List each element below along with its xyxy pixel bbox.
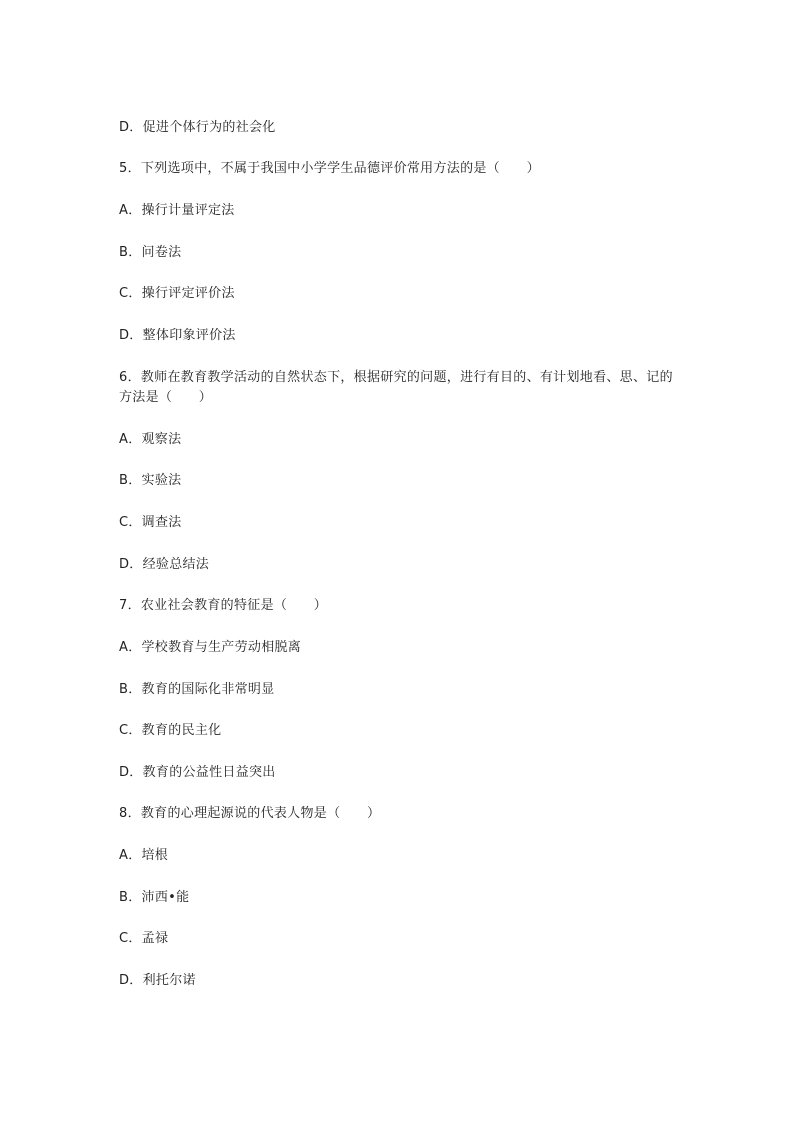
option-6d: D．经验总结法	[119, 557, 210, 572]
option-6c: C．调查法	[119, 515, 182, 530]
question-6: 6．教师在教育教学活动的自然状态下，根据研究的问题，进行有目的、有计划地看、思、记的方法是（ ）	[119, 370, 673, 405]
option-8a: A．培根	[119, 848, 169, 863]
option-8c: C．孟禄	[119, 931, 169, 946]
option-5b: B．问卷法	[119, 245, 182, 260]
option-4d: D．促进个体行为的社会化	[119, 120, 276, 135]
option-6b: B．实验法	[119, 473, 182, 488]
option-7d: D．教育的公益性日益突出	[119, 765, 276, 780]
option-8d: D．利托尔诺	[119, 973, 196, 988]
question-5: 5．下列选项中，不属于我国中小学学生品德评价常用方法的是（ ）	[119, 161, 540, 176]
option-7a: A．学校教育与生产劳动相脱离	[119, 640, 302, 655]
option-5c: C．操行评定评价法	[119, 286, 235, 301]
option-5a: A．操行计量评定法	[119, 203, 235, 218]
question-7: 7．农业社会教育的特征是（ ）	[119, 598, 328, 613]
option-5d: D．整体印象评价法	[119, 328, 236, 343]
option-8b: B．沛西•能	[119, 890, 190, 905]
option-7b: B．教育的国际化非常明显	[119, 682, 275, 697]
option-6a: A．观察法	[119, 432, 182, 447]
question-8: 8．教育的心理起源说的代表人物是（ ）	[119, 806, 381, 821]
option-7c: C．教育的民主化	[119, 723, 222, 738]
